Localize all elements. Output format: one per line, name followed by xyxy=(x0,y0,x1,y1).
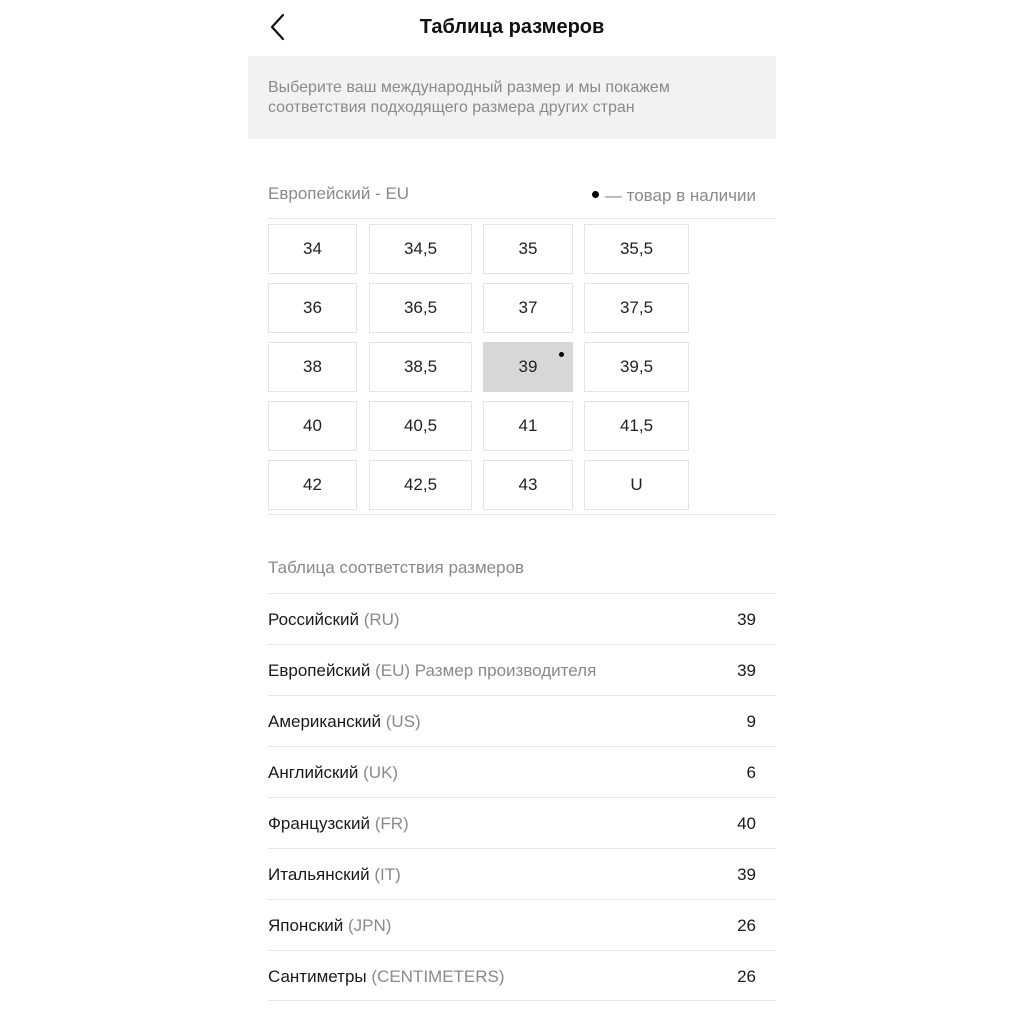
size-system-label xyxy=(268,967,505,987)
correspondence-row xyxy=(268,950,776,1001)
page-title: Таблица размеров xyxy=(419,16,605,38)
size-option-label: 34,5 xyxy=(403,239,438,258)
size-system-label xyxy=(268,661,596,681)
size-system-name: Российский xyxy=(268,610,359,629)
correspondence-row xyxy=(268,746,776,797)
header xyxy=(248,0,776,56)
info-text-line-2: соответствия подходящего размера других стран xyxy=(268,99,635,116)
eu-section-header xyxy=(268,184,776,219)
size-option[interactable] xyxy=(483,342,573,392)
size-system-name: Сантиметры xyxy=(268,967,367,986)
size-option-label: U xyxy=(630,475,643,494)
in-stock-dot-icon xyxy=(592,191,599,198)
size-value: 39 xyxy=(737,661,756,680)
size-chart-screen xyxy=(248,0,776,1024)
size-system-label xyxy=(268,763,398,783)
size-option[interactable] xyxy=(483,401,573,451)
size-option[interactable] xyxy=(268,283,357,333)
legend-text: — товар в наличии xyxy=(604,186,756,205)
size-value: 26 xyxy=(737,916,756,935)
size-system-name: Европейский xyxy=(268,661,371,680)
size-option-label: 40 xyxy=(303,416,322,435)
info-banner xyxy=(248,56,776,139)
size-value: 26 xyxy=(737,967,756,986)
size-system-name: Английский xyxy=(268,763,359,782)
size-system-name: Американский xyxy=(268,712,382,731)
size-system-name: Французский xyxy=(268,814,370,833)
size-value: 39 xyxy=(737,610,756,629)
size-system-code: (RU) xyxy=(363,610,400,629)
size-system-code: (UK) xyxy=(363,763,399,782)
size-system-label xyxy=(268,712,421,732)
size-option-label: 36 xyxy=(303,298,322,317)
size-option-label: 41 xyxy=(518,416,538,435)
size-option-label: 37 xyxy=(518,298,538,317)
size-option[interactable] xyxy=(584,342,689,392)
size-system-code: (FR) xyxy=(374,814,409,833)
size-system-code: (IT) xyxy=(374,865,401,884)
size-option[interactable] xyxy=(369,283,472,333)
size-option[interactable] xyxy=(369,224,472,274)
size-option-label: 42 xyxy=(303,475,322,494)
size-option[interactable] xyxy=(584,224,689,274)
size-option[interactable] xyxy=(483,224,573,274)
size-system-code: (US) xyxy=(385,712,421,731)
size-value: 40 xyxy=(737,814,756,833)
correspondence-row xyxy=(268,695,776,746)
info-text-line-1: Выберите ваш международный размер и мы покажем xyxy=(268,79,670,96)
size-option[interactable] xyxy=(584,401,689,451)
correspondence-row xyxy=(268,797,776,848)
size-option-label: 39 xyxy=(518,357,538,376)
size-option-label: 36,5 xyxy=(403,298,438,317)
size-value: 9 xyxy=(746,712,756,731)
size-option[interactable] xyxy=(584,283,689,333)
in-stock-dot-icon xyxy=(559,352,564,357)
eu-size-label: Европейский - EU xyxy=(268,184,410,203)
size-option[interactable] xyxy=(369,342,472,392)
correspondence-row xyxy=(268,848,776,899)
size-option-label: 35 xyxy=(518,239,538,258)
size-option-label: 34 xyxy=(303,239,322,258)
size-option[interactable] xyxy=(268,342,357,392)
size-option[interactable] xyxy=(584,460,689,510)
size-option[interactable] xyxy=(268,460,357,510)
size-option-label: 42,5 xyxy=(403,475,438,494)
size-system-code: (EU) Размер производителя xyxy=(375,661,597,680)
size-system-label xyxy=(268,865,401,885)
size-system-label xyxy=(268,916,391,936)
correspondence-row xyxy=(268,899,776,950)
size-option-label: 39,5 xyxy=(619,357,654,376)
size-system-label xyxy=(268,610,400,630)
size-option-label: 38,5 xyxy=(403,357,438,376)
size-option-label: 38 xyxy=(303,357,322,376)
size-system-name: Японский xyxy=(268,916,344,935)
correspondence-title: Таблица соответствия размеров xyxy=(268,558,525,577)
size-option[interactable] xyxy=(483,283,573,333)
size-option[interactable] xyxy=(369,460,472,510)
size-option-label: 43 xyxy=(518,475,538,494)
size-system-label xyxy=(268,814,409,834)
size-value: 6 xyxy=(746,763,756,782)
correspondence-row xyxy=(268,593,776,644)
size-option-label: 40,5 xyxy=(403,416,438,435)
size-option[interactable] xyxy=(483,460,573,510)
size-system-code: (CENTIMETERS) xyxy=(371,967,505,986)
size-option-label: 37,5 xyxy=(619,298,654,317)
correspondence-table xyxy=(268,593,776,1001)
size-option[interactable] xyxy=(369,401,472,451)
stock-legend xyxy=(592,186,756,206)
size-system-code: (JPN) xyxy=(348,916,392,935)
size-option-label: 35,5 xyxy=(619,239,654,258)
size-system-name: Итальянский xyxy=(268,865,370,884)
size-option[interactable] xyxy=(268,224,357,274)
size-option[interactable] xyxy=(268,401,357,451)
size-option-label: 41,5 xyxy=(619,416,654,435)
correspondence-row xyxy=(268,644,776,695)
size-grid xyxy=(268,224,776,515)
size-value: 39 xyxy=(737,865,756,884)
